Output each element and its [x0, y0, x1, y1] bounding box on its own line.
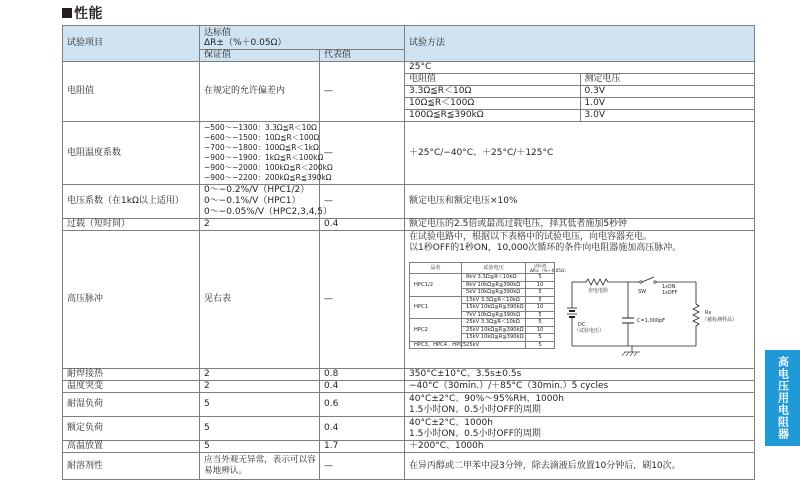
item-vcr: 电压系数（在1kΩ以上适用）: [63, 185, 200, 219]
pulse-table-header: [410, 263, 555, 274]
header-standard-label: 达标值: [204, 27, 232, 38]
pulse-header-voltage: 试验电压: [462, 263, 526, 274]
rated-load-method-line: 40°C±2°C、1000h: [409, 417, 493, 428]
dc-source-symbol: [567, 308, 577, 317]
row-high-temp: [63, 441, 755, 453]
test-circuit-diagram: [558, 274, 738, 364]
guaranteed-tcr: [200, 122, 333, 185]
header-standard: [200, 26, 405, 50]
label-rx: Rx: [705, 310, 712, 316]
pulse-standard: 10: [526, 281, 555, 289]
measure-row: [405, 98, 754, 110]
header-typical: 代表值: [320, 50, 405, 62]
method-vcr: 额定电压和额定电压×10%: [405, 185, 755, 219]
pulse-standard: 5: [526, 341, 555, 349]
rated-load-method-line: 1.5小时ON、0.5小时OFF的周期: [409, 428, 541, 439]
row-solder: [63, 369, 755, 381]
vcr-line: 0～−0.1%/V（HPC1）: [204, 196, 301, 206]
guaranteed-pulse: 见右表: [200, 231, 320, 369]
vcr-line: 0～−0.05%/V（HPC2,3,4,5）: [204, 207, 333, 217]
method-overload: 额定电压的2.5倍或最高过载电压，择其低者施加5秒钟: [405, 219, 755, 231]
measure-voltage: 1.0V: [580, 98, 754, 110]
item-solvent: 耐溶剂性: [63, 453, 200, 480]
pulse-table-row: [410, 274, 555, 282]
rx-resistor-symbol: [693, 304, 699, 328]
humidity-method-line: 40°C±2°C、90%～95%RH、1000h: [409, 393, 564, 404]
measurement-voltage-table: [405, 73, 754, 121]
label-sw: SW: [638, 289, 647, 295]
label-sw-on: 1sON: [662, 284, 676, 290]
row-pulse: [63, 231, 755, 369]
humidity-method-line: 1.5小时ON、0.5小时OFF的周期: [409, 404, 541, 415]
item-pulse: 高压脉冲: [63, 231, 200, 369]
header-guaranteed: 保证值: [200, 50, 320, 62]
guaranteed-solder: 2: [200, 369, 320, 381]
pulse-voltage: 25kV 3.3Ω≦R＜10kΩ: [462, 319, 526, 327]
pulse-standard: 5: [526, 289, 555, 297]
row-solvent: [63, 453, 755, 480]
measure-header-row: [405, 74, 754, 86]
header-method: 试验方法: [405, 26, 755, 62]
measure-voltage: 0.3V: [580, 86, 754, 98]
label-rx-sub: （被检测样品）: [702, 317, 738, 323]
pulse-method-line: 在试验电路中，根据以下表格中的试验电压，向电容器充电。: [409, 232, 653, 242]
row-thermal: [63, 381, 755, 393]
item-overload: 过载（短时间）: [63, 219, 200, 231]
tcr-line: −700～−1800：100Ω≦R＜1kΩ: [204, 143, 319, 152]
measure-range: 100Ω≦R≦390kΩ: [405, 110, 580, 122]
measure-voltage: 3.0V: [580, 110, 754, 122]
side-tab-high-voltage-resistors: 高电压用电阻器: [765, 350, 800, 446]
tcr-line: −500～−1300：3.3Ω≦R＜10Ω: [204, 123, 317, 132]
pulse-standard: 5: [526, 296, 555, 304]
item-thermal: 温度突变: [63, 381, 200, 393]
pulse-voltage: 25kV: [462, 341, 526, 349]
typical-vcr: —: [320, 185, 405, 219]
resistance-temp: 25°C: [409, 62, 432, 72]
guaranteed-high-temp: 5: [200, 441, 320, 453]
guaranteed-overload: 2: [200, 219, 320, 231]
item-humidity: 耐湿负荷: [63, 393, 200, 417]
guaranteed-thermal: 2: [200, 381, 320, 393]
tcr-line: −900～−2000：100kΩ≦R＜200kΩ: [204, 163, 333, 172]
pulse-product-name: HPC3、HPC4、HPC5: [410, 341, 462, 349]
typical-solvent: —: [320, 453, 405, 480]
label-capacitor: C=1,000pF: [637, 318, 666, 324]
pulse-table-row: [410, 341, 555, 349]
pulse-header-standard: [526, 263, 569, 274]
pulse-table-row: [410, 319, 555, 327]
label-dc: DC: [578, 322, 586, 328]
pulse-table-row: [410, 296, 555, 304]
vcr-line: 0～−0.2%/V（HPC1/2）: [204, 185, 310, 195]
pulse-voltage: 15kV 10kΩ≦R≦390kΩ: [462, 334, 526, 342]
pulse-voltage: 8kV 3.3Ω≦R＜10kΩ: [462, 274, 526, 282]
pulse-standard: 5: [526, 274, 555, 282]
row-resistance: [63, 62, 755, 122]
pulse-voltage: 7kV 10kΩ≦R≦390kΩ: [462, 311, 526, 319]
method-thermal: −40°C（30min.）/＋85°C（30min.）5 cycles: [405, 381, 755, 393]
pulse-voltage: 25kV 10kΩ≦R≦390kΩ: [462, 326, 526, 334]
method-resistance: [405, 62, 755, 122]
method-tcr: ＋25°C/−40°C、＋25°C/＋125°C: [405, 122, 755, 185]
pulse-voltage: 15kV 10kΩ≦R≦390kΩ: [462, 304, 526, 312]
typical-overload: 0.4: [320, 219, 405, 231]
measure-range: 3.3Ω≦R＜10Ω: [405, 86, 580, 98]
item-solder: 耐焊接热: [63, 369, 200, 381]
method-humidity: [405, 393, 755, 417]
item-resistance: 电阻值: [63, 62, 200, 122]
row-vcr: [63, 185, 755, 219]
tcr-line: −900～−1900：1kΩ≦R＜100kΩ: [204, 153, 324, 162]
pulse-method-line: 以1秒OFF的1秒ON，10,000次循环的条件向电阻器施加高压脉冲。: [409, 243, 682, 253]
measure-row: [405, 110, 754, 122]
label-sw-off: 1sOFF: [662, 290, 678, 296]
method-rated-load: [405, 417, 755, 441]
guaranteed-rated-load: 5: [200, 417, 320, 441]
pulse-standard: 10: [526, 304, 555, 312]
pulse-product-name: HPC1: [410, 296, 462, 319]
performance-table: [62, 25, 755, 480]
method-high-temp: ＋200°C、1000h: [405, 441, 755, 453]
row-humidity: [63, 393, 755, 417]
typical-high-temp: 1.7: [320, 441, 405, 453]
charge-resistor-symbol: [586, 279, 610, 285]
guaranteed-humidity: 5: [200, 393, 320, 417]
item-rated-load: 额定负荷: [63, 417, 200, 441]
pulse-voltage: 15kV 3.3Ω≦R＜10kΩ: [462, 296, 526, 304]
measure-row: [405, 86, 754, 98]
method-solder: 350°C±10°C、3.5s±0.5s: [405, 369, 755, 381]
pulse-standard: 10: [526, 326, 555, 334]
pulse-product-name: HPC1/2: [410, 274, 462, 297]
section-title: 性能: [74, 6, 103, 22]
typical-resistance: —: [320, 62, 405, 122]
header-standard-sub: ΔR±（%＋0.05Ω）: [204, 37, 287, 48]
typical-humidity: 0.6: [320, 393, 405, 417]
pulse-voltage: 5kV 10kΩ≦R≦390kΩ: [462, 289, 526, 297]
typical-thermal: 0.4: [320, 381, 405, 393]
measure-header-resistance: 电阻值: [405, 74, 580, 86]
switch-contact-icon: [640, 281, 642, 283]
pulse-product-name: HPC2: [410, 319, 462, 342]
header-row-top: [63, 26, 755, 50]
solvent-line: 易地辨认。: [204, 466, 247, 476]
tcr-line: −600～−1500：10Ω≦R＜100Ω: [204, 133, 320, 142]
row-rated-load: [63, 417, 755, 441]
pulse-standard: 5: [526, 311, 555, 319]
typical-pulse: —: [320, 231, 405, 369]
switch-contact-icon: [654, 281, 656, 283]
solvent-line: 应当外观无异常，表示可以容: [204, 455, 316, 465]
guaranteed-solvent: [200, 453, 320, 480]
pulse-header-standard-label: 达标值: [533, 263, 547, 268]
heading-square-icon: [62, 8, 72, 18]
label-dc-sub: （试验电压）: [574, 328, 605, 334]
section-heading: [62, 3, 103, 23]
pulse-header-standard-sub: ΔR±（%＋0.05Ω）: [530, 268, 569, 273]
measure-header-voltage: 测定电压: [580, 74, 754, 86]
label-charge-resistor: 充电电阻: [588, 288, 609, 294]
item-high-temp: 高温放置: [63, 441, 200, 453]
pulse-header-name: 品名: [410, 263, 462, 274]
item-tcr: 电阻温度系数: [63, 122, 200, 185]
ground-icon: [622, 352, 640, 356]
capacitor-symbol: [622, 318, 634, 323]
row-overload: [63, 219, 755, 231]
method-solvent: 在异丙醇或二甲苯中浸3分钟，除去滴液后放置10分钟后，刷10次。: [405, 453, 755, 480]
tcr-line: −900～−2200：200kΩ≦R≦390kΩ: [204, 173, 332, 182]
guaranteed-vcr: [200, 185, 333, 219]
header-item: 试验项目: [63, 26, 200, 62]
row-tcr: [63, 122, 755, 185]
typical-tcr: —: [320, 122, 405, 185]
pulse-standard: 5: [526, 319, 555, 327]
guaranteed-resistance: 在规定的允许偏差内: [200, 62, 320, 122]
pulse-voltage: 8kV 10kΩ≦R≦390kΩ: [462, 281, 526, 289]
measure-range: 10Ω≦R＜100Ω: [405, 98, 580, 110]
pulse-standard: 5: [526, 334, 555, 342]
typical-rated-load: 0.4: [320, 417, 405, 441]
pulse-voltage-table: [409, 262, 569, 349]
typical-solder: 0.8: [320, 369, 405, 381]
method-pulse: [405, 231, 755, 369]
